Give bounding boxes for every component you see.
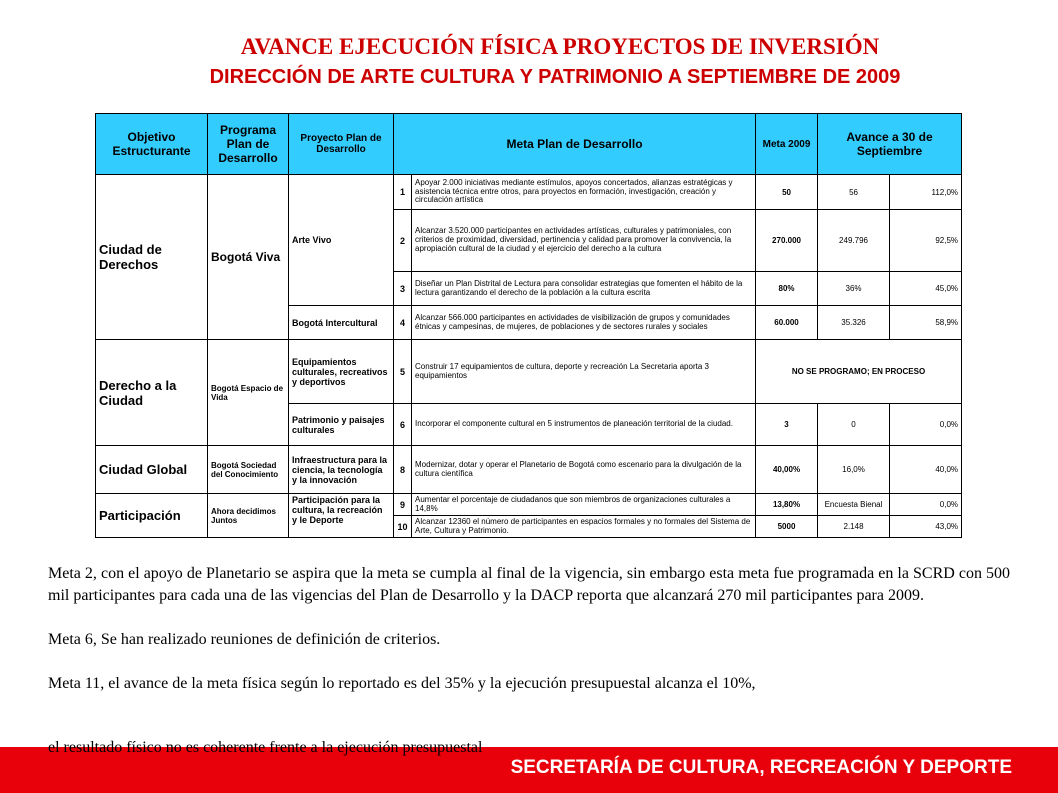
- meta-number: 8: [394, 446, 412, 494]
- meta-2009-value: 60.000: [756, 306, 818, 340]
- objetivo-cell: Ciudad de Derechos: [96, 175, 208, 340]
- proyecto-cell: Participación para la cultura, la recreación y le Deporte: [289, 494, 394, 538]
- avance-value: 249.796: [818, 210, 890, 272]
- meta-number: 3: [394, 272, 412, 306]
- objetivo-cell: Participación: [96, 494, 208, 538]
- programa-cell: Bogotá Espacio de Vida: [208, 340, 289, 446]
- meta-description: Apoyar 2.000 iniciativas mediante estímulos, apoyos concertados, alianzas estratégicas y asistencia técnica entre otros, para proyectos en formación, investigación, creación y circulación artística: [412, 175, 756, 210]
- avance-percent: 0,0%: [890, 404, 962, 446]
- meta-description: Alcanzar 12360 el número de participantes en espacios formales y no formales del Sistema de Arte, Cultura y Patrimonio.: [412, 516, 756, 538]
- proyecto-cell: Infraestructura para la ciencia, la tecnología y la innovación: [289, 446, 394, 494]
- meta-2009-value: 270.000: [756, 210, 818, 272]
- avance-value: 35.326: [818, 306, 890, 340]
- table-row: [96, 340, 962, 404]
- avance-value: Encuesta Bienal: [818, 494, 890, 516]
- meta-2009-value: 80%: [756, 272, 818, 306]
- avance-percent: 0,0%: [890, 494, 962, 516]
- header-objetivo: Objetivo Estructurante: [96, 114, 208, 175]
- meta-description: Aumentar el porcentaje de ciudadanos que son miembros de organizaciones culturales a 14,8%: [412, 494, 756, 516]
- title-line-1: AVANCE EJECUCIÓN FÍSICA PROYECTOS DE INVERSIÓN: [240, 34, 880, 59]
- meta-number: 4: [394, 306, 412, 340]
- header-meta-2009: Meta 2009: [756, 114, 818, 175]
- note-meta-6: Meta 6, Se han realizado reuniones de definición de criterios.: [48, 631, 441, 648]
- proyecto-cell: Arte Vivo: [289, 175, 394, 306]
- avance-value: 2.148: [818, 516, 890, 538]
- meta-2009-value: 40,00%: [756, 446, 818, 494]
- avance-percent: 112,0%: [890, 175, 962, 210]
- meta-description: Incorporar el componente cultural en 5 instrumentos de planeación territorial de la ciudad.: [412, 404, 756, 446]
- objetivo-cell: Derecho a la Ciudad: [96, 340, 208, 446]
- meta-2009-value: 50: [756, 175, 818, 210]
- meta-description: Alcanzar 566.000 participantes en actividades de visibilización de grupos y comunidades étnicas y campesinas, de mujeres, de poblaciones y de sectores rurales y sociales: [412, 306, 756, 340]
- header-programa: Programa Plan de Desarrollo: [208, 114, 289, 175]
- meta-2009-value: 3: [756, 404, 818, 446]
- meta-number: 1: [394, 175, 412, 210]
- meta-description: Diseñar un Plan Distrital de Lectura para consolidar estrategias que fomenten el hábito de la lectura garantizando el derecho de la población a la cultura escrita: [412, 272, 756, 306]
- avance-percent: 45,0%: [890, 272, 962, 306]
- header-proyecto: Proyecto Plan de Desarrollo: [289, 114, 394, 175]
- avance-percent: 40,0%: [890, 446, 962, 494]
- meta-description: Construir 17 equipamientos de cultura, deporte y recreación La Secretaria aporta 3 equipamientos: [412, 340, 756, 404]
- meta-2009-value: 13,80%: [756, 494, 818, 516]
- meta-number: 6: [394, 404, 412, 446]
- meta-status-span: NO SE PROGRAMO; EN PROCESO: [756, 340, 962, 404]
- table-row: [96, 494, 962, 516]
- programa-cell: Ahora decidimos Juntos: [208, 494, 289, 538]
- avance-percent: 92,5%: [890, 210, 962, 272]
- avance-value: 56: [818, 175, 890, 210]
- avance-value: 0: [818, 404, 890, 446]
- table-row: [96, 446, 962, 494]
- avance-percent: 43,0%: [890, 516, 962, 538]
- programa-cell: Bogotá Viva: [208, 175, 289, 340]
- meta-number: 9: [394, 494, 412, 516]
- title-line-2: DIRECCIÓN DE ARTE CULTURA Y PATRIMONIO A SEPTIEMBRE DE 2009: [209, 66, 901, 88]
- header-avance: Avance a 30 de Septiembre: [818, 114, 962, 175]
- avance-value: 36%: [818, 272, 890, 306]
- meta-number: 5: [394, 340, 412, 404]
- notes-block: [48, 563, 1010, 695]
- avance-value: 16,0%: [818, 446, 890, 494]
- proyecto-cell: Bogotá Intercultural: [289, 306, 394, 340]
- note-meta-2: Meta 2, con el apoyo de Planetario se aspira que la meta se cumpla al final de la vigencia, sin embargo esta meta fue programada en la SCRD con 500 mil participantes para cada una de las vigencias del Plan de Desarrollo y la DACP reporta que alcanzará 270 mil participantes para 2009.: [48, 565, 1010, 604]
- table-header-row: [96, 114, 962, 175]
- meta-number: 2: [394, 210, 412, 272]
- programa-cell: Bogotá Sociedad del Conocimiento: [208, 446, 289, 494]
- table-crop-mask: [80, 543, 980, 555]
- note-meta-11: Meta 11, el avance de la meta física según lo reportado es del 35% y la ejecución presupuestal alcanza el 10%,: [48, 675, 756, 692]
- meta-number: 10: [394, 516, 412, 538]
- note-meta-11-continued: el resultado físico no es coherente frente a la ejecución presupuestal: [48, 739, 483, 756]
- proyecto-cell: Equipamientos culturales, recreativos y deportivos: [289, 340, 394, 404]
- meta-description: Alcanzar 3.520.000 participantes en actividades artísticas, culturales y patrimoniales, con criterios de proximidad, diversidad, pertinencia y calidad para promover la convivencia, la apropiación cultural de la ciudad y el ejercicio del derecho a la cultura: [412, 210, 756, 272]
- avance-percent: 58,9%: [890, 306, 962, 340]
- meta-2009-value: 5000: [756, 516, 818, 538]
- header-meta-plan: Meta Plan de Desarrollo: [394, 114, 756, 175]
- objetivo-cell: Ciudad Global: [96, 446, 208, 494]
- footer-text: SECRETARÍA DE CULTURA, RECREACIÓN Y DEPORTE: [510, 757, 1012, 778]
- table-row: [96, 175, 962, 210]
- meta-description: Modernizar, dotar y operar el Planetario de Bogotá como escenario para la divulgación de la cultura científica: [412, 446, 756, 494]
- goals-table: [95, 113, 962, 538]
- proyecto-cell: Patrimonio y paisajes culturales: [289, 404, 394, 446]
